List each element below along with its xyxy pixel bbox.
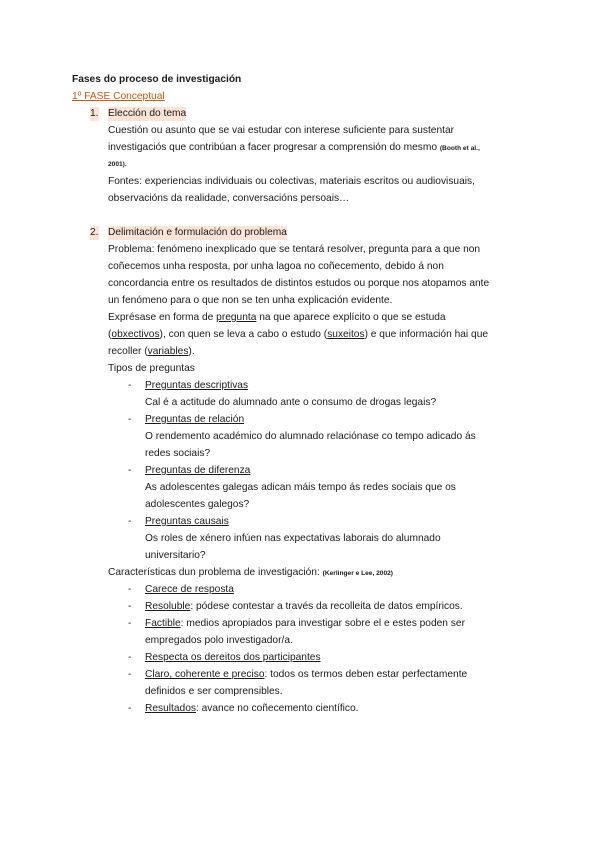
section-1-text: observacións da realidade, conversacións persoais… [108,193,350,204]
question-example: redes sociais? [145,448,211,459]
bullet-dash: - [128,516,132,527]
bullet-dash: - [128,380,132,391]
question-example: Os roles de xénero infúen nas expectativas laborais do alumnado [145,533,441,544]
phase-heading: 1º FASE Conceptual [72,91,165,102]
term-pregunta: pregunta [216,312,257,323]
characteristic-item: Resoluble: pódese contestar a través da recolleita de datos empíricos. [145,601,463,612]
section-2-number: 2. [90,227,99,238]
bullet-dash: - [128,618,132,629]
document-title: Fases do proceso de investigación [72,74,242,85]
section-1-heading: Elección do tema [108,108,187,119]
section-2-text: concordancia entre os resultados de distintos estudos ou porque nos atopamos ante [108,278,490,289]
term-obxectivos: obxectivos [111,329,160,340]
characteristic-item-continued: empregados polo investigador/a. [145,635,293,646]
characteristic-item: Claro, coherente e preciso: todos os termos deben estar perfectamente [145,669,468,680]
question-example: adolescentes galegos? [145,499,250,510]
term-suxeitos: suxeitos [327,329,365,340]
question-example: O rendemento académico do alumnado relaciónase co tempo adicado ás [145,431,476,442]
citation: (Kerlinger e Lee, 2002) [322,570,394,577]
section-2-heading: Delimitación e formulación do problema [108,227,287,238]
section-1-text: Cuestión ou asunto que se vai estudar con interese suficiente para sustentar [108,125,455,136]
question-example: universitario? [145,550,206,561]
question-types-label: Tipos de preguntas [108,363,195,374]
bullet-dash: - [128,414,132,425]
term-variables: variables [147,346,189,357]
bullet-dash: - [128,703,132,714]
characteristic-item: Factible: medios apropiados para investigar sobre el e estes poden ser [145,618,465,629]
characteristic-item-continued: definidos e ser comprensibles. [145,686,283,697]
section-2-text: un fenómeno para o que non se ten unha explicación evidente. [108,295,393,306]
section-2-text: Problema: fenómeno inexplicado que se tentará resolver, pregunta para a que non [108,244,481,255]
characteristic-item: Respecta os dereitos dos participantes [145,652,321,663]
section-2-text: recoller (variables). [108,346,195,357]
section-1-text: investigaciós que contribúan a facer progresar a comprensión do mesmo (Booth et al., [108,142,480,153]
section-1-number: 1. [90,108,99,119]
question-type-label: Preguntas causais [145,516,229,527]
bullet-dash: - [128,601,132,612]
section-2-text: (obxectivos), con quen se leva a cabo o estudo (suxeitos) e que información hai que [108,329,489,340]
bullet-dash: - [128,465,132,476]
question-type-label: Preguntas de diferenza [145,465,251,476]
citation: 2001). [108,161,127,168]
citation: (Booth et al., [439,145,480,152]
bullet-dash: - [128,669,132,680]
bullet-dash: - [128,584,132,595]
section-2-text: Exprésase en forma de pregunta na que aparece explícito o que se estuda [108,312,446,323]
question-example: As adolescentes galegas adican máis tempo ás redes sociais que os [145,482,456,493]
section-2-text: coñecemos unha resposta, por unha lagoa no coñecemento, debido á non [108,261,444,272]
bullet-dash: - [128,652,132,663]
question-example: Cal é a actitude do alumnado ante o consumo de drogas legais? [145,397,437,408]
characteristic-item: Resultados: avance no coñecemento científico. [145,703,359,714]
question-type-label: Preguntas de relación [145,414,245,425]
characteristics-label: Características dun problema de investigación: (Kerlinger e Lee, 2002) [108,567,394,578]
question-type-label: Preguntas descriptivas [145,380,249,391]
characteristic-item: Carece de resposta [145,584,234,595]
section-1-text: Fontes: experiencias individuais ou colectivas, materiais escritos ou audiovisuais, [108,176,475,187]
